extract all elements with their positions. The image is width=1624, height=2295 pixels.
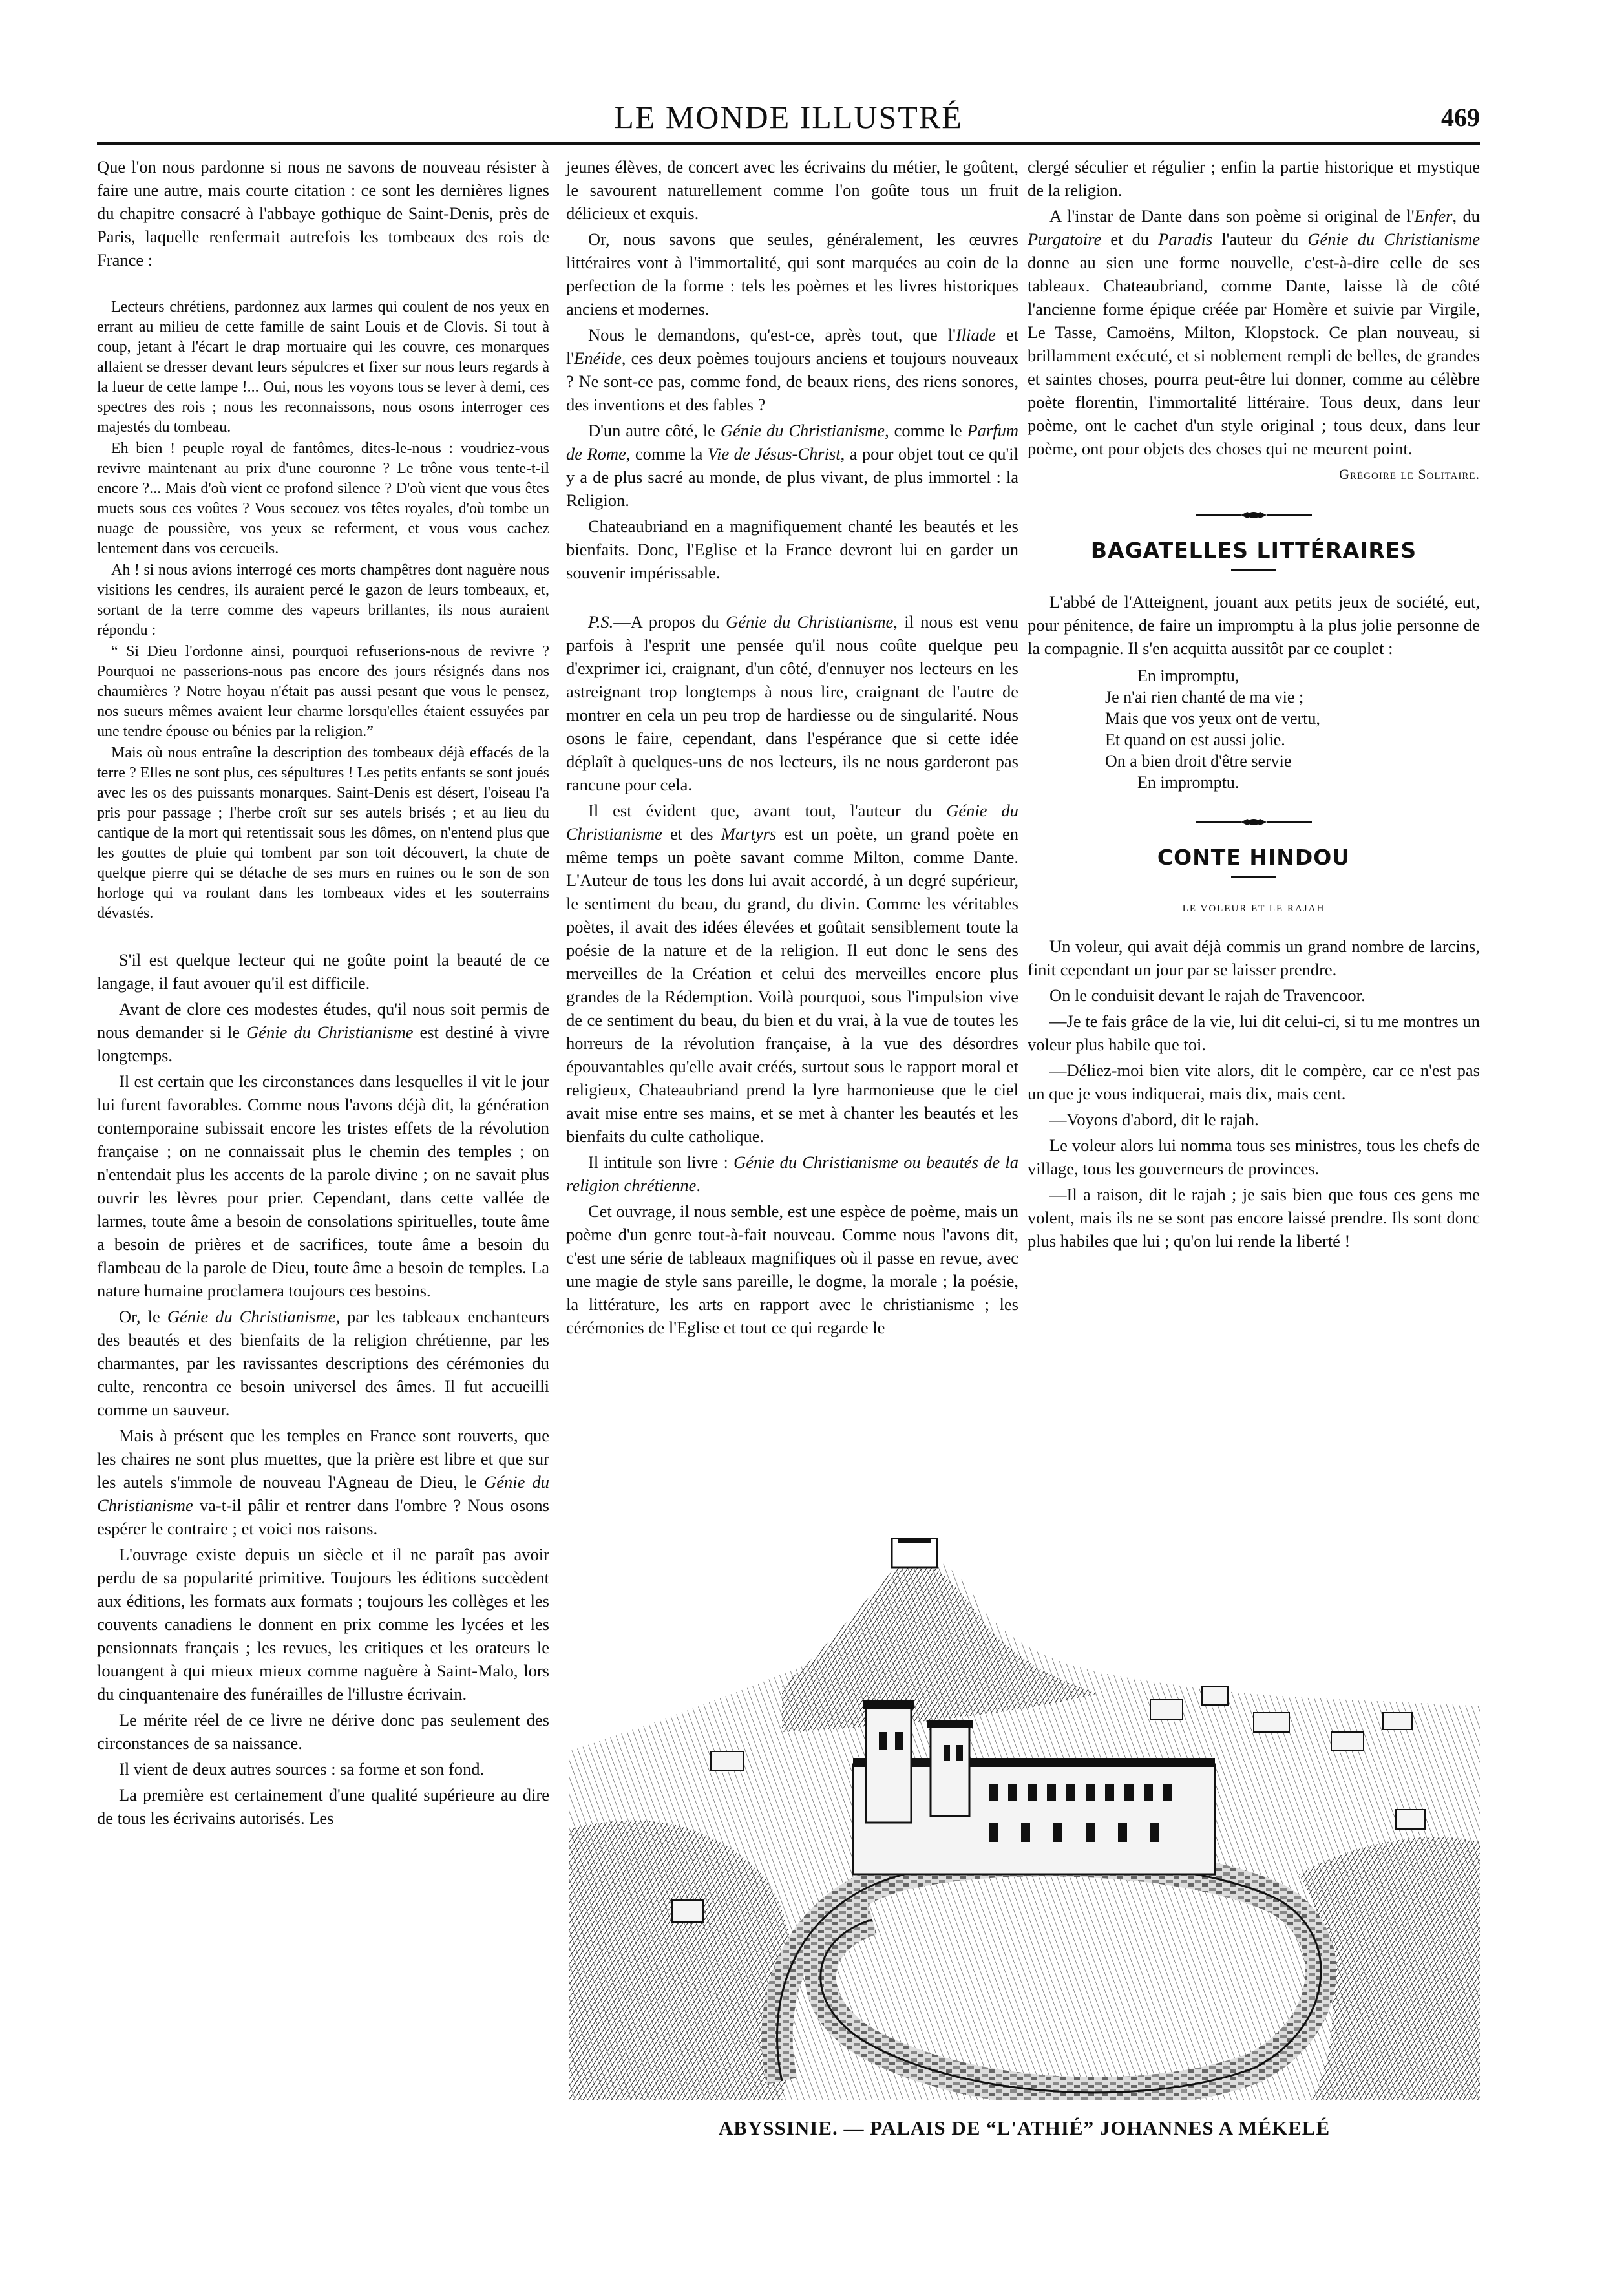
- bagatelles-title: BAGATELLES LITTÉRAIRES: [1090, 538, 1417, 563]
- newspaper-title: LE MONDE ILLUSTRÉ: [614, 99, 963, 135]
- page-number: 469: [1441, 103, 1480, 132]
- article-paragraph: Mais à présent que les temples en France sont rouverts, que les chaires ne sont plus muettes, que la prière est libre et que sur les autels s'immole de nouveau l'Agneau de Dieu, le Génie du Christianisme va-t-il pâlir et rentrer dans l'ombre ? Nous osons espérer le contraire ; et voici nos raisons.: [97, 1426, 549, 1538]
- quoted-paragraph: Eh bien ! peuple royal de fantômes, dites-le-nous : voudriez-vous revivre maintenant au prix d'une couronne ? Le trône vous tente-t-il encore ?... Mais d'où vient ce profond silence ? D'où vient que vous êtes muets sous ces voûtes ? Vous secouez vos têtes royales, d'où tombe un nuage de poussière, vos yeux se referment, et vous vous cachez lentement dans vos cercueils.: [97, 440, 549, 557]
- article-paragraph: A l'instar de Dante dans son poème si original de l'Enfer, du Purgatoire et du Paradis l'auteur du Génie du Christianisme donne au sien une forme nouvelle, c'est-à-dire celle de ses tableaux. Chateaubriand, comme Dante, laisse là de côté l'ancienne forme épique créée par Homère et suivie par Virgile, Le Tasse, Camoëns, Milton, Klopstock. Ce plan nouveau, si brillamment exécuté, et si noblement rempli de belles, de grandes et saintes choses, pourra peut-être lui donner, comme au célèbre poète florentin, l'immortalité littéraire. Tous deux, dans leur poème, ont le cachet d'un style original ; tous deux, dans leur poème, ont pour objets des choses qui ne meurent point.: [1028, 206, 1481, 458]
- bagatelles-intro: L'abbé de l'Atteignent, jouant aux petits jeux de société, eut, pour pénitence, de faire un impromptu à la plus jolie personne de la compagnie. Il s'en acquitta aussitôt par ce couplet :: [1028, 592, 1480, 658]
- article-paragraph: jeunes élèves, de concert avec les écrivains du métier, le goûtent, le savourent naturellement comme l'on goûte tous un fruit délicieux et exquis.: [566, 157, 1018, 223]
- poem-line: Et quand on est aussi jolie.: [1105, 730, 1285, 749]
- poem-line: On a bien droit d'être servie: [1105, 752, 1292, 770]
- article-paragraph: Il intitule son livre : Génie du Christianisme ou beautés de la religion chrétienne.: [566, 1152, 1018, 1195]
- column-1: [97, 155, 549, 1832]
- article-paragraph: L'ouvrage existe depuis un siècle et il ne paraît pas avoir perdu de sa popularité primitive. Toujours les éditions succèdent aux éditions, les formats aux formats ; toujours les collèges et les couvents canadiens le donnent en prix comme les lycées et les pensionnats français ; les revues, les critiques et les orateurs le louangent à qui mieux mieux comme naguère à Saint-Malo, lors du cinquantenaire des funérailles de l'illustre écrivain.: [97, 1545, 549, 1704]
- article-paragraph: clergé séculier et régulier ; enfin la partie historique et mystique de la religion.: [1028, 157, 1480, 200]
- quoted-paragraph: “ Si Dieu l'ordonne ainsi, pourquoi refuserions-nous de revivre ? Pourquoi ne passerions-nous pas encore des jours résignés dans nos chaumières ? Notre hoyau n'était pas aussi pesant que vous le pensez, nos sueurs mêmes avaient leur charme lorsqu'elles étaient essuyées par une tendre épouse ou bénies par la religion.”: [97, 643, 549, 740]
- ornament-divider: [1196, 818, 1312, 827]
- story-paragraph: —Voyons d'abord, dit le rajah.: [1049, 1110, 1259, 1129]
- article-paragraph: Chateaubriand en a magnifiquement chanté les beautés et les bienfaits. Donc, l'Eglise et la France devront lui en garder un souvenir impérissable.: [566, 516, 1018, 582]
- article-paragraph: Or, le Génie du Christianisme, par les tableaux enchanteurs des beautés et des bienfaits de la religion chrétienne, par les charmantes, par les ravissantes descriptions des cérémonies du culte, rencontra ce besoin universel des âmes. Il fut accueilli comme un sauveur.: [97, 1307, 549, 1419]
- title-rule: [1231, 876, 1276, 878]
- article-paragraph: Or, nous savons que seules, généralement, les œuvres littéraires vont à l'immortalité, qui sont marquées au coin de la perfection de la forme : tels les poèmes et les livres historiques anciens et modernes.: [566, 229, 1018, 319]
- article-paragraph: Avant de clore ces modestes études, qu'il nous soit permis de nous demander si le Génie du Christianisme est destiné à vivre longtemps.: [97, 999, 549, 1065]
- poem-line: En impromptu.: [1137, 773, 1239, 792]
- article-paragraph: Il est évident que, avant tout, l'auteur du Génie du Christianisme et des Martyrs est un poète, un grand poète en même temps un poète savant comme Milton, comme Dante. L'Auteur de tous les dons lui avait accordé, à un degré supérieur, le sentiment du beau, du grand, du divin. Comme les véritables poètes, il avait des idées élevées et goûtait sensiblement toute la poésie de la nature et de la religion. Il eut donc le sens des merveilles de la Création et celui des merveilles encore plus grandes de la Rédemption. Voilà pourquoi, sous l'impulsion vive de ce sentiment du beau, du bien et du vrai, à la vue de toutes les horreurs de la révolution française, à la vue des désordres épouvantables qu'elle avait créés, surtout sous le rapport moral et religieux, Chateaubriand prend la lyre harmonieuse que le ciel avait mise entre ses mains, et se met à chanter les beautés et les bienfaits du culte catholique.: [566, 801, 1018, 1146]
- column-3: [1028, 155, 1480, 1255]
- illustration-caption: ABYSSINIE. — PALAIS DE “L'ATHIÉ” JOHANNES A MÉKELÉ: [718, 2117, 1331, 2139]
- ornament-divider: [1196, 511, 1312, 520]
- article-paragraph: Il est certain que les circonstances dans lesquelles il vit le jour lui furent favorables. Comme nous l'avons déjà dit, la génération contemporaine subissait encore les tristes effets de la révolution française ; on ne connaissait plus le chemin des temples ; on n'entendait plus les accents de la parole divine ; on ne savait plus ouvrir les lèvres pour prier. Cependant, dans cette vallée de larmes, toute âme a besoin de consolations spirituelles, toute âme a besoin de prières et de sacrifices, toute âme a besoin du flambeau de la parole de Dieu, toute âme a besoin de temples. La nature humaine proclamera toujours ces besoins.: [97, 1072, 549, 1300]
- conte-body: [1028, 935, 1480, 1253]
- column-3-intro: [1028, 155, 1480, 460]
- conte-title: CONTE HINDOU: [1157, 845, 1351, 870]
- article-paragraph: La première est certainement d'une qualité supérieure au dire de tous les écrivains autorisés. Les: [97, 1785, 549, 1828]
- paragraph-gap: [566, 587, 1018, 610]
- story-paragraph: —Il a raison, dit le rajah ; je sais bien que tous ces gens me volent, mais ils ne se sont pas encore laissé prendre. Ils sont donc plus habiles que lui ; qu'on lui rende la liberté !: [1028, 1185, 1480, 1251]
- quoted-paragraph: Mais où nous entraîne la description des tombeaux déjà effacés de la terre ? Elles ne sont plus, ces sépultures ! Les petits enfants se sont joués avec les os des puissants monarques. Saint-Denis est désert, l'oiseau l'a pris pour passage ; l'herbe croît sur ses autels brisés ; et au lieu du cantique de la mort qui retentissait sous les dômes, on n'entend plus que les gouttes de pluie qui tombent par son toit découvert, la chute de quelque pierre qui se détache de ses murs en ruines ou le son de son horloge qui va roulant dans les tombeaux vides et les souterrains dévastés.: [97, 745, 549, 922]
- story-paragraph: On le conduisit devant le rajah de Travencoor.: [1049, 986, 1366, 1005]
- article-paragraph: S'il est quelque lecteur qui ne goûte point la beauté de ce langage, il faut avouer qu'il est difficile.: [97, 950, 549, 993]
- quoted-paragraph: Lecteurs chrétiens, pardonnez aux larmes qui coulent de nos yeux en errant au milieu de cette famille de saint Louis et de Clovis. Si tout à coup, jetant à l'écart le drap mortuaire qui les couvre, ces monarques allaient se dresser devant leurs sépulcres et fixer sur nous leurs regards à la lueur de cette lampe !... Oui, nous les voyons tous se lever à demi, ces spectres des rois ; nous les reconnaissons, nous osons interroger ces majestés du tombeau.: [97, 299, 549, 436]
- masthead-rule: [97, 142, 1480, 145]
- palace-engraving: [569, 1538, 1480, 2100]
- title-rule: [1231, 569, 1276, 571]
- author-signature: Grégoire le Solitaire.: [1339, 466, 1480, 482]
- story-paragraph: Un voleur, qui avait déjà commis un grand nombre de larcins, finit cependant un jour par se laisser prendre.: [1028, 936, 1480, 979]
- column-2: [566, 155, 1018, 1342]
- story-paragraph: —Je te fais grâce de la vie, lui dit celui-ci, si tu me montres un voleur plus habile que toi.: [1028, 1011, 1480, 1054]
- story-paragraph: Le voleur alors lui nomma tous ses ministres, tous les chefs de village, tous les gouverneurs de provinces.: [1028, 1136, 1480, 1178]
- article-paragraph: Cet ouvrage, il nous semble, est une espèce de poème, mais un poème d'un genre tout-à-fait nouveau. Comme nous l'avons dit, c'est une série de tableaux magnifiques où il passe en revue, avec une magie de style sans pareille, le dogme, la morale ; la poésie, la littérature, les arts en rapport avec le christianisme ; les cérémonies de l'Eglise et tout ce qui regarde le: [566, 1201, 1018, 1337]
- article-paragraph: P.S.—A propos du Génie du Christianisme, il nous est venu parfois à l'esprit une pensée qu'il nous coûte quelque peu d'exprimer ici, craignant, d'un côté, d'ennuyer nos lecteurs en les astreignant trop longtemps à nous lire, craignant de l'autre de montrer en cela un peu trop de hardiesse ou de singularité. Nous osons le faire, cependant, dans l'espérance que si cette idée déplaît à quelques-uns de nos lecteurs, ils ne nous garderont pas rancune pour cela.: [566, 612, 1018, 794]
- article-paragraph: Le mérite réel de ce livre ne dérive donc pas seulement des circonstances de sa naissance.: [97, 1710, 549, 1753]
- story-paragraph: —Déliez-moi bien vite alors, dit le compère, car ce n'est pas un que je vous indiquerai, mais dix, mais cent.: [1028, 1061, 1480, 1103]
- paragraph-gap: [97, 925, 549, 948]
- masthead: [97, 97, 1480, 137]
- quoted-paragraph: Ah ! si nous avions interrogé ces morts champêtres dont naguère nous visitions les cendres, ils auraient percé le gazon de leurs tombeaux, et, sortant de la terre comme des vapeurs brillantes, ils nous auraient répondu :: [97, 562, 549, 639]
- poem-line: Mais que vos yeux ont de vertu,: [1105, 709, 1320, 728]
- article-paragraph: Nous le demandons, qu'est-ce, après tout, que l'Iliade et l'Enéide, ces deux poèmes toujours anciens et toujours nouveaux ? Ne sont-ce pas, comme fond, de beaux riens, des riens sonores, des inventions et des fables ?: [566, 325, 1019, 414]
- impromptu-poem: [1105, 665, 1402, 793]
- poem-line: En impromptu,: [1137, 666, 1239, 685]
- article-paragraph: Que l'on nous pardonne si nous ne savons de nouveau résister à faire une autre, mais courte citation : ce sont les dernières lignes du chapitre consacré à l'abbaye gothique de Saint-Denis, près de Paris, laquelle renfermait autrefois les tombeaux des rois de France :: [97, 157, 549, 270]
- paragraph-gap: [97, 274, 549, 297]
- conte-subtitle: LE VOLEUR ET LE RAJAH: [1182, 904, 1325, 914]
- article-paragraph: Il vient de deux autres sources : sa forme et son fond.: [119, 1759, 485, 1779]
- poem-line: Je n'ai rien chanté de ma vie ;: [1105, 688, 1304, 706]
- article-paragraph: D'un autre côté, le Génie du Christianisme, comme le Parfum de Rome, comme la Vie de Jésus-Christ, a pour objet tout ce qu'il y a de plus sacré au monde, de plus vivant, de plus immortel : la Religion.: [566, 421, 1019, 510]
